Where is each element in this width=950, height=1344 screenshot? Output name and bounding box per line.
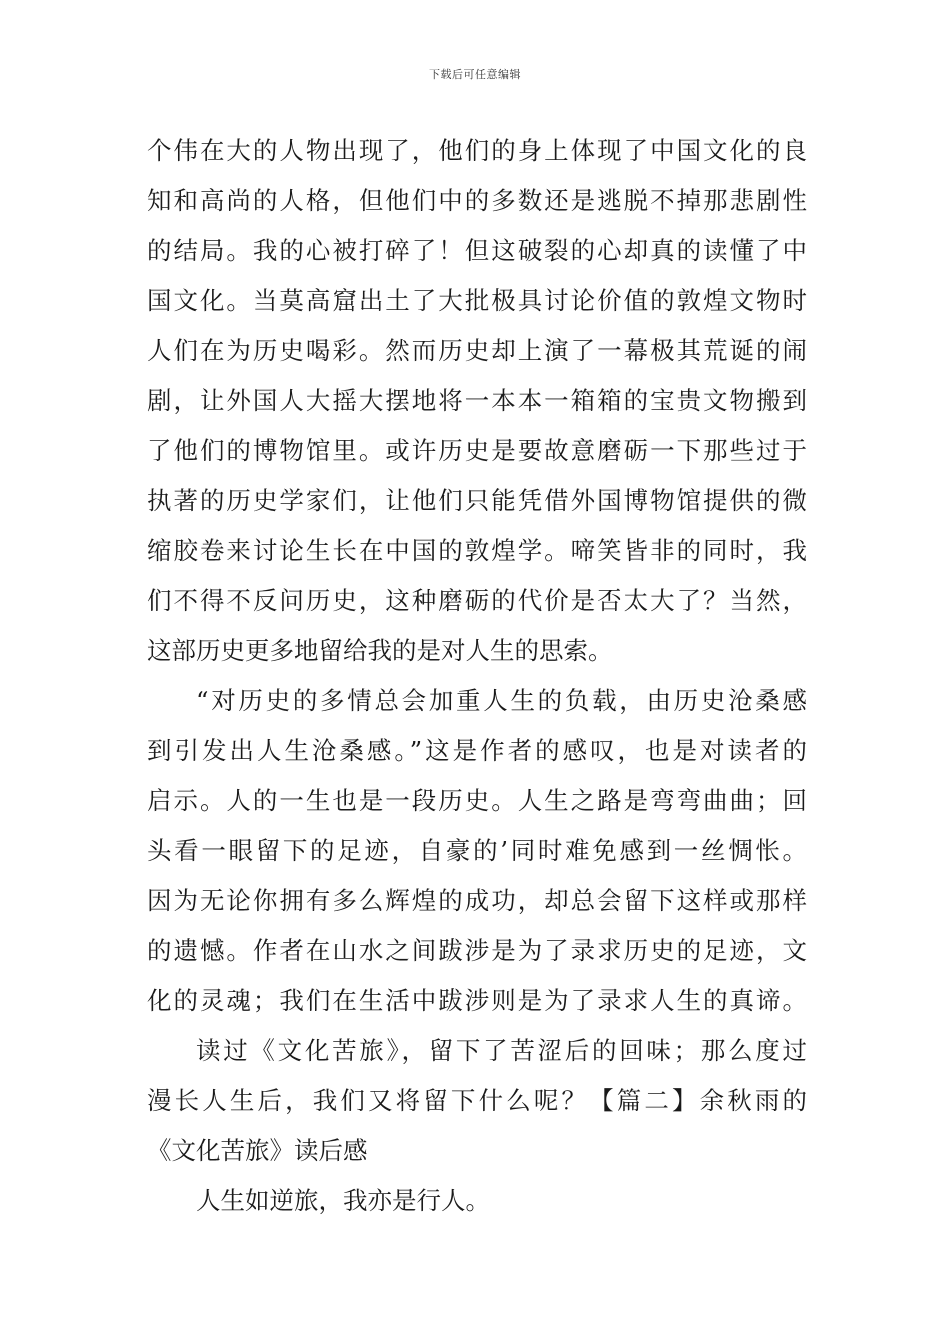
page-header: 下载后可任意编辑 — [429, 68, 521, 81]
text-line: 头看一眼留下的足迹，自豪的’同时难免感到一丝惆怅。 — [147, 836, 807, 865]
document-body — [147, 126, 807, 1226]
text-line: 因为无论你拥有多么辉煌的成功，却总会留下这样或那样 — [147, 886, 807, 915]
text-line: 读过《文化苦旅》，留下了苦涩后的回味；那么度过 — [196, 1036, 807, 1065]
text-line: 人生如逆旅，我亦是行人。 — [196, 1186, 490, 1215]
text-line: 这部历史更多地留给我的是对人生的思索。 — [147, 636, 613, 665]
text-line: 漫长人生后，我们又将留下什么呢？【篇二】余秋雨的 — [147, 1086, 807, 1115]
text-line: 启示。人的一生也是一段历史。人生之路是弯弯曲曲；回 — [147, 786, 807, 815]
text-line: 剧，让外国人大摇大摆地将一本本一箱箱的宝贵文物搬到 — [147, 386, 807, 415]
text-line: 国文化。当莫高窟出土了大批极具讨论价值的敦煌文物时 — [147, 286, 807, 315]
text-line: “对历史的多情总会加重人生的负载，由历史沧桑感 — [196, 686, 807, 715]
text-line: 化的灵魂；我们在生活中跋涉则是为了录求人生的真谛。 — [147, 986, 807, 1015]
text-line: 的结局。我的心被打碎了！但这破裂的心却真的读懂了中 — [147, 236, 807, 265]
text-line: 了他们的博物馆里。或许历史是要故意磨砺一下那些过于 — [147, 436, 807, 465]
text-line: 《文化苦旅》读后感 — [147, 1136, 368, 1165]
text-line: 执著的历史学家们，让他们只能凭借外国博物馆提供的微 — [147, 486, 807, 515]
text-line: 们不得不反问历史，这种磨砺的代价是否太大了？当然， — [147, 586, 807, 615]
text-line: 知和高尚的人格，但他们中的多数还是逃脱不掉那悲剧性 — [147, 186, 807, 215]
text-line: 的遗憾。作者在山水之间跋涉是为了录求历史的足迹，文 — [147, 936, 807, 965]
text-line: 缩胶卷来讨论生长在中国的敦煌学。啼笑皆非的同时，我 — [147, 536, 807, 565]
text-line: 人们在为历史喝彩。然而历史却上演了一幕极其荒诞的闹 — [147, 336, 807, 365]
text-line: 到引发出人生沧桑感。”这是作者的感叹，也是对读者的 — [147, 736, 807, 765]
text-line: 个伟在大的人物出现了，他们的身上体现了中国文化的良 — [147, 136, 807, 165]
